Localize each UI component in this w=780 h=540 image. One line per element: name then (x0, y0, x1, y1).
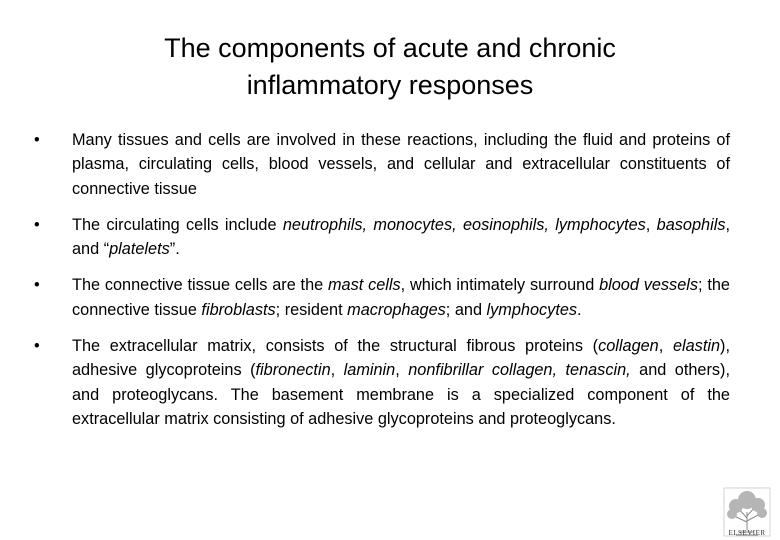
bullet-text-italic: platelets (109, 240, 170, 259)
slide-title (60, 30, 720, 104)
bullet-text: ”. (169, 240, 180, 259)
bullet-text-italic: neutrophils, monocytes, eosinophils, lymphocytes (282, 215, 646, 234)
bullet-text: The extracellular matrix, consists of the structural fibrous proteins ( (72, 337, 599, 356)
bullet-text: , (330, 361, 344, 380)
bullet-glyph: • (34, 131, 40, 149)
slide-title-line-1: The components of acute and chronic (164, 33, 616, 63)
bullet-text: , (395, 361, 409, 380)
bullet-text: Many tissues and cells are involved in these reactions, including the fluid and proteins of plasma, circulating cells, blood vessels, and cellular and extracellular constituents of connective tissue (72, 131, 730, 198)
bullet-glyph: • (34, 215, 40, 234)
bullet-item (30, 213, 730, 262)
bullet-text-italic: fibronectin (255, 361, 331, 380)
bullet-text-italic: elastin (672, 337, 721, 356)
bullet-text: The circulating cells include (72, 215, 283, 234)
bullet-item (30, 128, 730, 201)
elsevier-logo-text: ELSEVIER (728, 529, 766, 537)
bullet-text: , (658, 337, 673, 356)
bullet-glyph: • (34, 337, 40, 356)
bullet-text-italic: blood vessels (599, 276, 699, 295)
bullet-text: , which intimately surround (400, 276, 600, 295)
bullet-list (30, 128, 730, 443)
bullet-text-italic: laminin (343, 361, 396, 380)
bullet-text: , and “ (72, 215, 730, 259)
bullet-text: ; resident (275, 300, 348, 319)
bullet-text: The connective tissue cells are the (72, 276, 328, 295)
bullet-text: ), adhesive glycoproteins ( (72, 337, 730, 380)
bullet-text-italic: nonfibrillar collagen, tenascin, (408, 361, 631, 380)
bullet-text-italic: macrophages (347, 300, 446, 319)
bullet-text-italic: collagen (598, 337, 659, 356)
bullet-text: ; and (445, 300, 487, 319)
bullet-text: ; the connective tissue (72, 276, 730, 319)
bullet-item (30, 273, 730, 322)
bullet-glyph: • (34, 276, 40, 295)
bullet-text: and others), and proteoglycans. The basement membrane is a specialized component of the extracellular matrix consisting of adhesive glycoproteins and proteoglycans. (72, 361, 730, 428)
slide-title-line-2: inflammatory responses (246, 70, 534, 100)
bullet-text-italic: basophils (656, 215, 726, 234)
bullet-text-italic: fibroblasts (201, 300, 276, 319)
bullet-text-italic: mast cells (328, 276, 401, 295)
bullet-text: , (645, 215, 657, 234)
bullet-text-italic: lymphocytes (486, 300, 578, 319)
bullet-text: . (577, 300, 582, 319)
bullet-item (30, 334, 730, 431)
